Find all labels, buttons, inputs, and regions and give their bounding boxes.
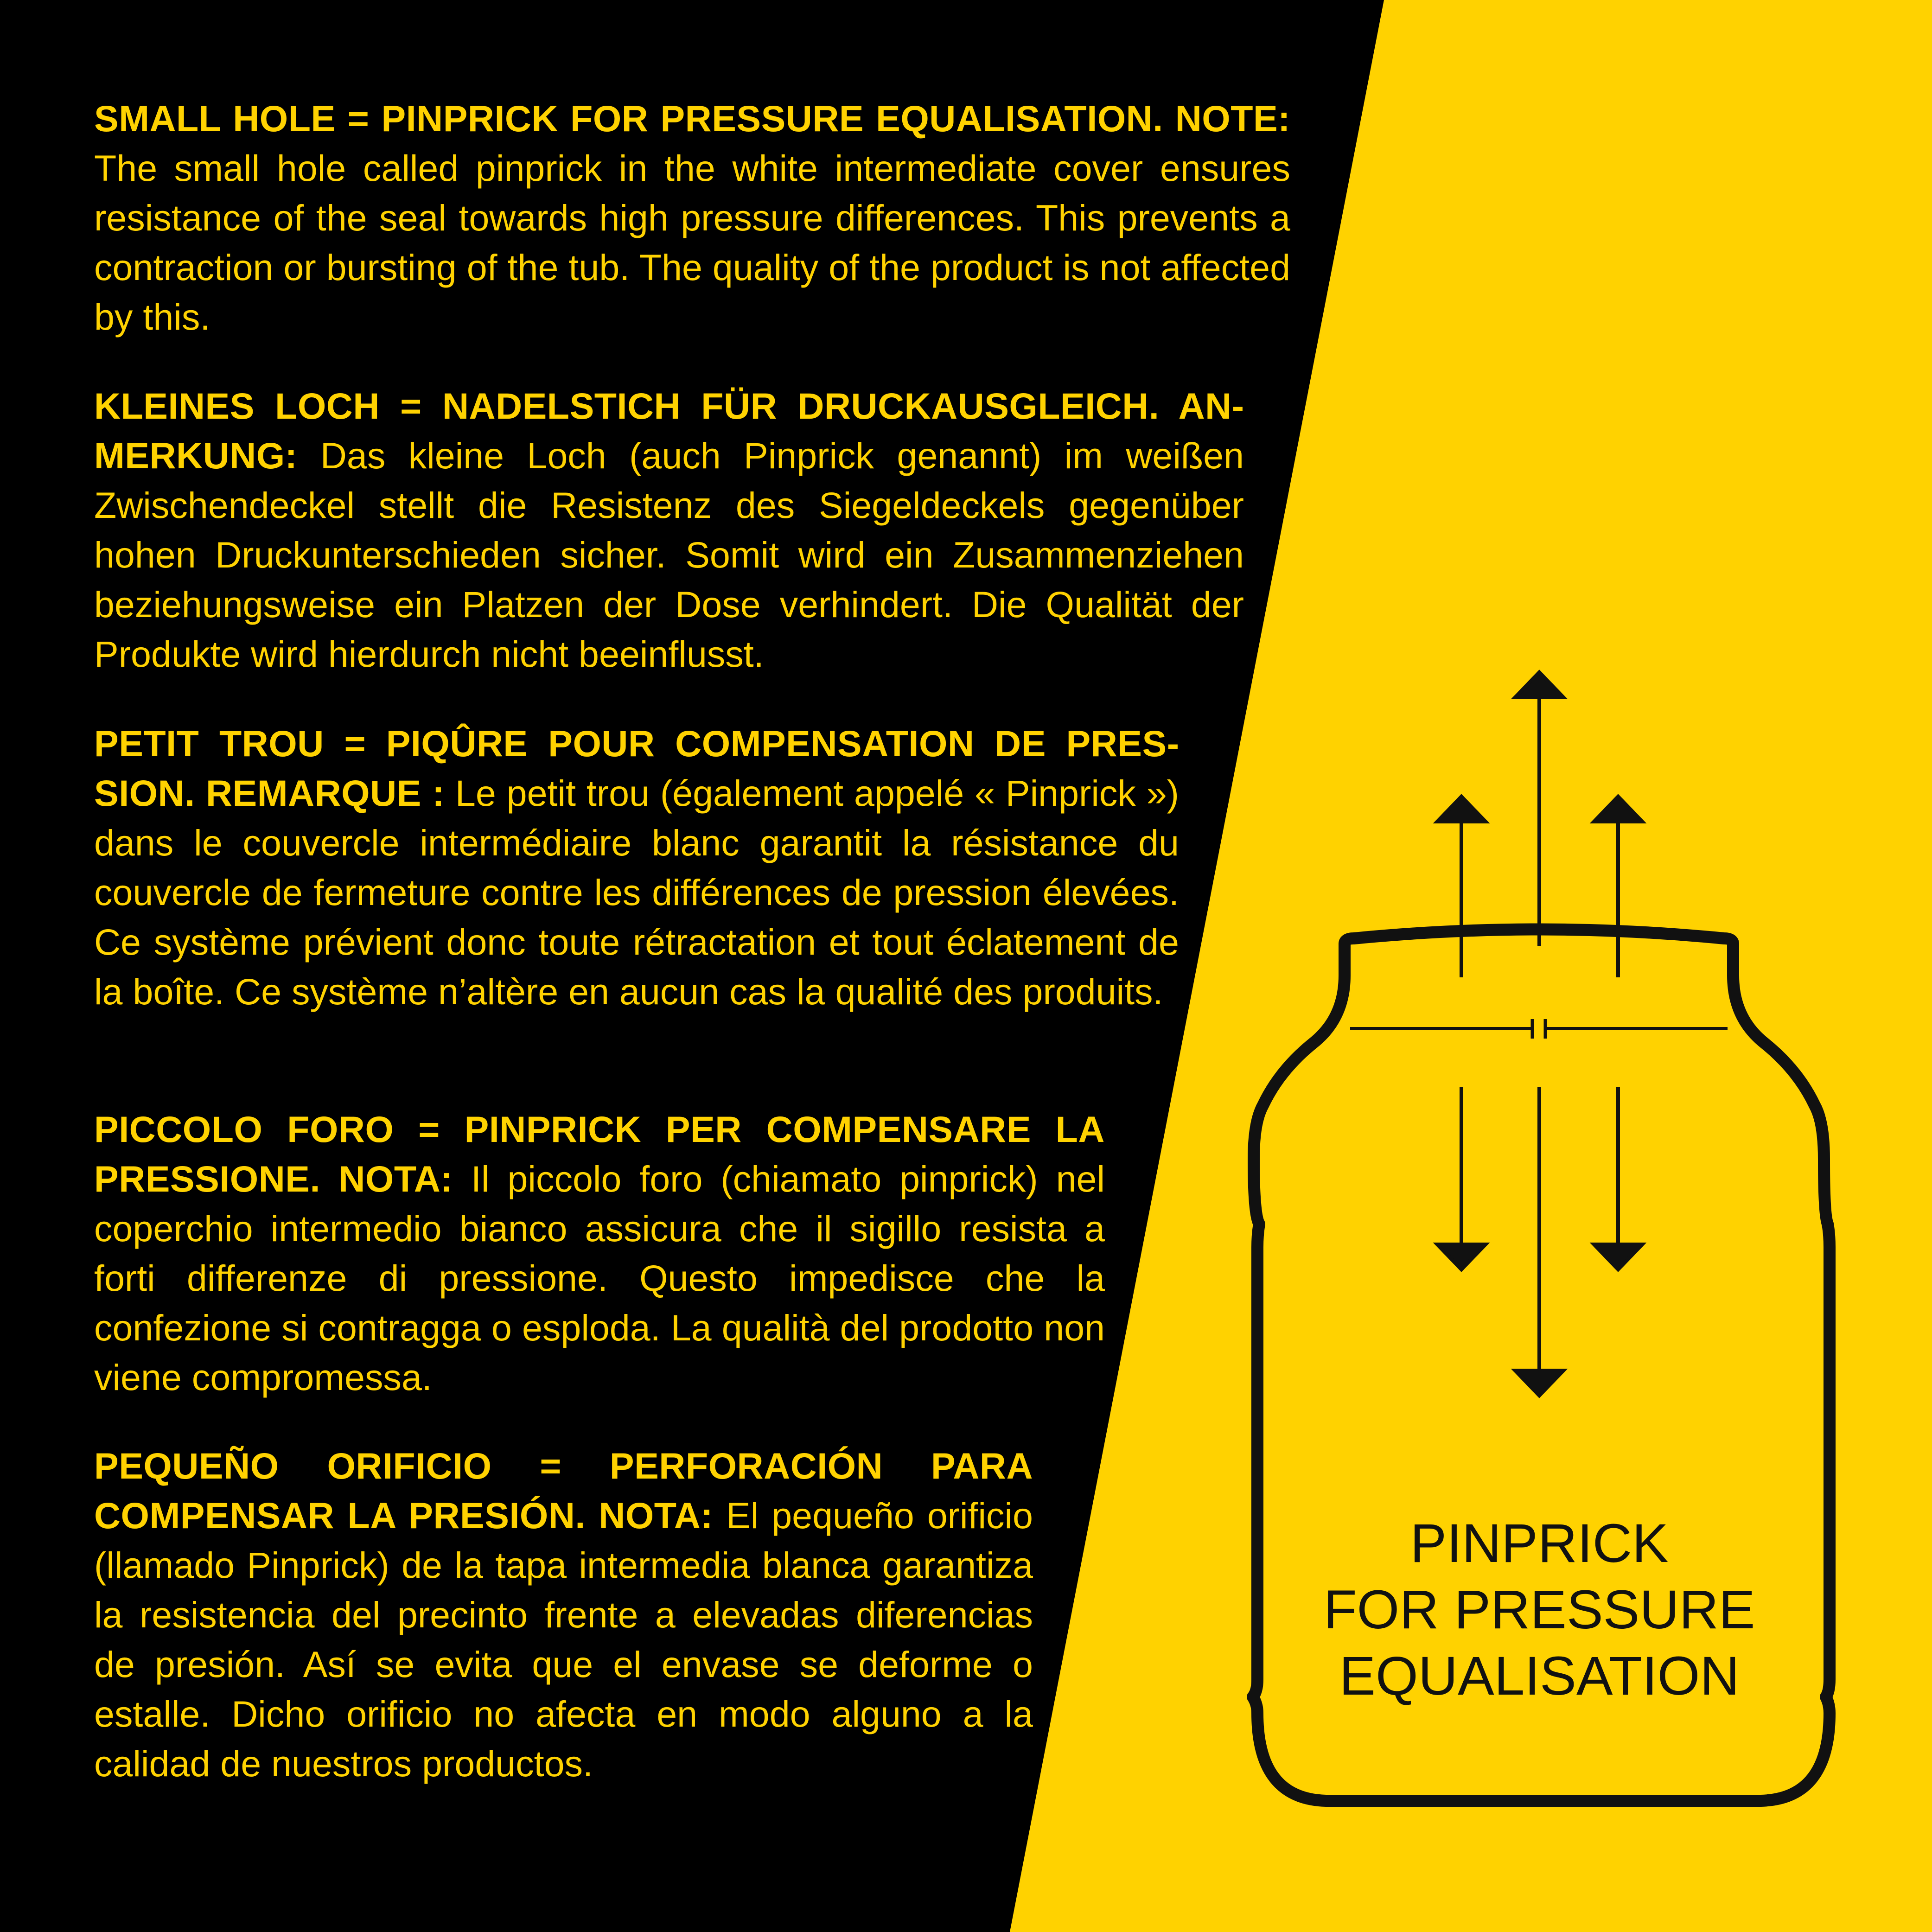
jar-label bbox=[1261, 1511, 1817, 1709]
paragraph-heading: PICCOLO FORO = PINPRICK PER COMPENSARE LA PRESSIONE. NOTA: bbox=[94, 1109, 1105, 1199]
paragraph-heading: KLEINES LOCH = NADELSTICH FÜR DRUCKAUSGLEICH. ANMERKUNG: bbox=[94, 385, 1244, 476]
paragraph-german bbox=[94, 381, 1244, 679]
paragraph-heading: PEQUEÑO ORIFICIO = PERFORACIÓN PARA COMPENSAR LA PRESIÓN. NOTA: bbox=[94, 1445, 1033, 1536]
jar-label-line: EQUALISATION bbox=[1339, 1645, 1740, 1707]
jar-label-line: FOR PRESSURE bbox=[1323, 1579, 1755, 1640]
paragraph-french bbox=[94, 719, 1179, 1016]
paragraph-body: Das kleine Loch (auch Pinprick genannt) im weißen Zwischendeckel stellt die Resistenz des Siegeldeckels gegenüber hohen Druckunterschieden sicher. Somit wird ein Zusammenziehen beziehungsweise ein Platzen der Dose verhindert. Die Qualität der Produkte wird hierdurch nicht beeinflusst. bbox=[94, 435, 1244, 675]
paragraph-body: El pequeño orificio (llamado Pinprick) de la tapa intermedia blanca garantiza la resistencia del precinto frente a elevadas diferencias de presión. Así se evita que el envase se deforme o estalle. Dicho orificio no afecta en modo alguno a la calidad de nuestros productos. bbox=[94, 1495, 1033, 1784]
paragraph-body: Il piccolo foro (chiamato pinprick) nel coperchio intermedio bianco assicura che il sigillo resista a forti differenze di pressione. Questo impedisce che la confezione si contragga o esploda. La qualità del prodotto non viene compromessa. bbox=[94, 1158, 1105, 1398]
paragraph-body: The small hole called pinprick in the white intermediate cover ensures resistance of the seal towards high pressure differences. This prevents a contraction or bursting of the tub. The quality of the product is not affected by this. bbox=[94, 147, 1290, 338]
paragraph-spanish bbox=[94, 1441, 1033, 1788]
paragraph-heading: SMALL HOLE = PINPRICK FOR PRESSURE EQUALISATION. NOTE: bbox=[94, 98, 1290, 139]
paragraph-italian bbox=[94, 1104, 1105, 1402]
paragraph-body: Le petit trou (également appelé « Pinprick ») dans le couvercle intermédiaire blanc garantit la résistance du couvercle de fermeture contre les différences de pression élevées. Ce système prévient donc toute rétractation et tout éclatement de la boîte. Ce système n’altère en aucun cas la qualité des produits. bbox=[94, 772, 1179, 1012]
paragraph-english bbox=[94, 94, 1290, 342]
paragraph-heading: PETIT TROU = PIQÛRE POUR COMPENSATION DE PRESSION. REMARQUE : bbox=[94, 723, 1179, 814]
jar-label-line: PINPRICK bbox=[1410, 1513, 1669, 1574]
